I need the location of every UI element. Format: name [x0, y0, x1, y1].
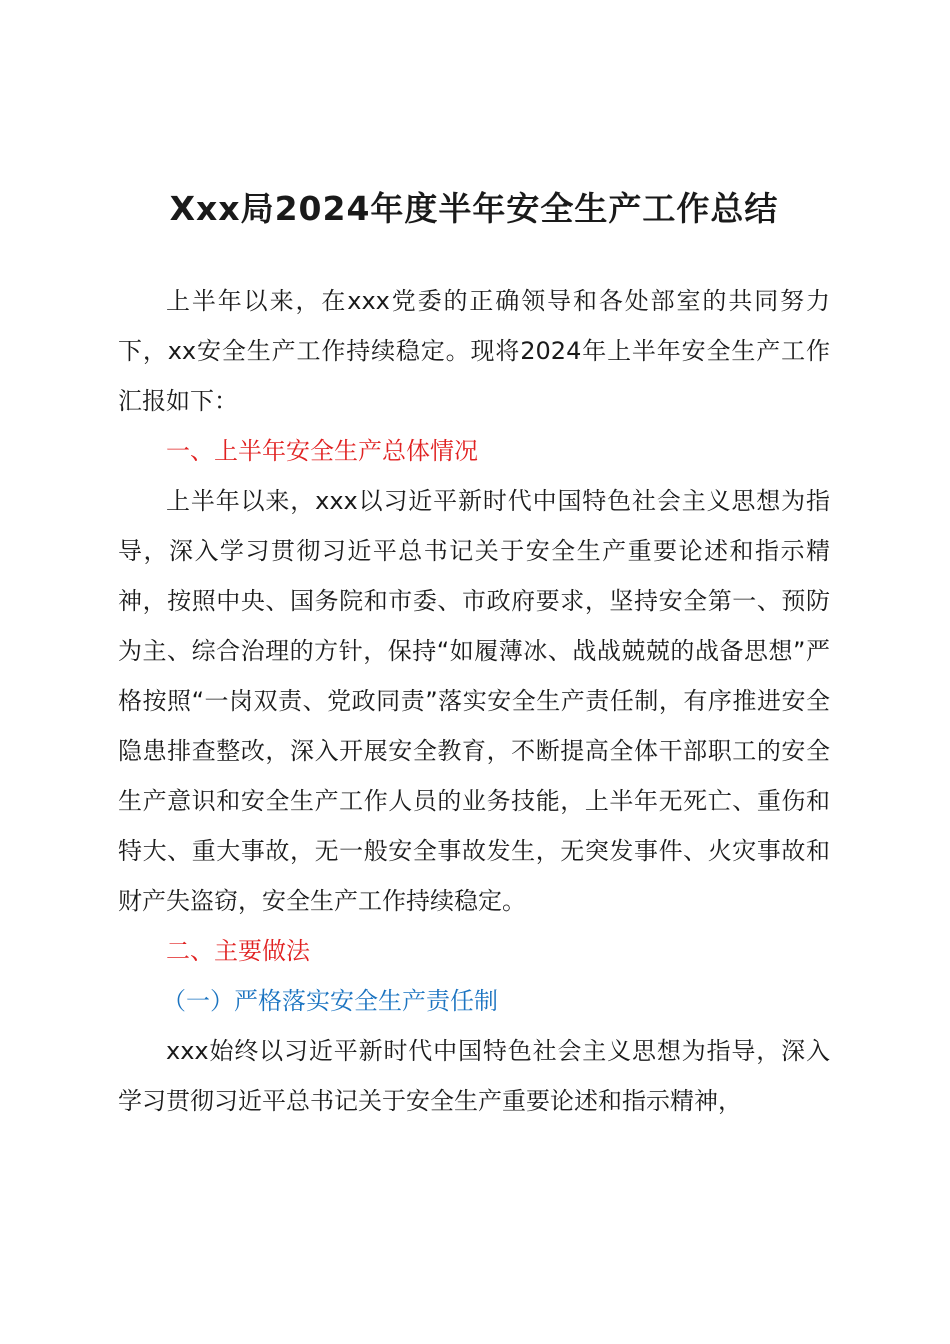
subsection-1-heading: （一）严格落实安全生产责任制 — [162, 987, 498, 1015]
intro-paragraph: 上半年以来，在xxx党委的正确领导和各处部室的共同努力下，xx安全生产工作持续稳定。现将2024年上半年安全生产工作汇报如下： — [118, 287, 830, 415]
document-page — [118, 178, 830, 1126]
section-1-heading: 一、上半年安全生产总体情况 — [166, 437, 478, 465]
subsection-1-body: xxx始终以习近平新时代中国特色社会主义思想为指导，深入学习贯彻习近平总书记关于安全生产重要论述和指示精神， — [118, 1037, 830, 1115]
document-title: Xxx局2024年度半年安全生产工作总结 — [169, 189, 779, 228]
section-1-body: 上半年以来，xxx以习近平新时代中国特色社会主义思想为指导，深入学习贯彻习近平总书记关于安全生产重要论述和指示精神，按照中央、国务院和市委、市政府要求，坚持安全第一、预防为主、综合治理的方针，保持“如履薄冰、战战兢兢的战备思想”严格按照“一岗双责、党政同责”落实安全生产责任制，有序推进安全隐患排查整改，深入开展安全教育，不断提高全体干部职工的安全生产意识和安全生产工作人员的业务技能，上半年无死亡、重伤和特大、重大事故，无一般安全事故发生，无突发事件、火灾事故和财产失盗窃，安全生产工作持续稳定。 — [118, 487, 830, 915]
section-2-heading: 二、主要做法 — [166, 937, 310, 965]
